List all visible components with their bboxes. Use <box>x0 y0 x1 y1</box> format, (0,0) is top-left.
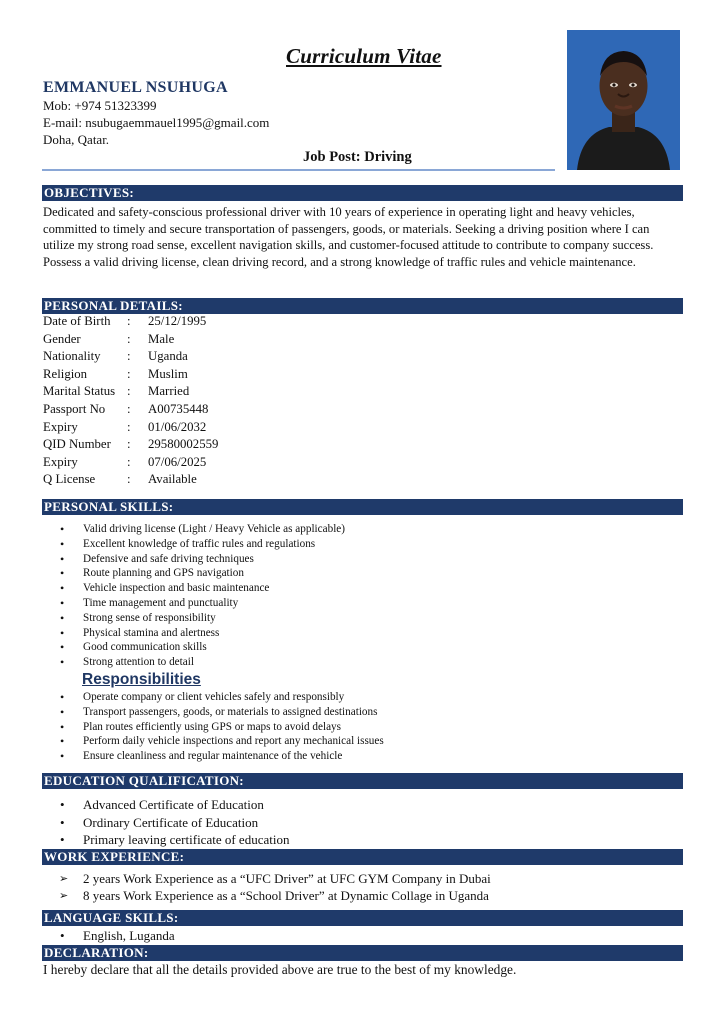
detail-value: Uganda <box>148 349 188 364</box>
profile-photo <box>567 30 680 170</box>
declaration-heading: DECLARATION: <box>42 945 683 961</box>
person-portrait-icon <box>567 30 680 170</box>
responsibility-item: • Transport passengers, goods, or materials to assigned destinations <box>43 705 384 720</box>
skill-item: • Valid driving license (Light / Heavy Vehicle as applicable) <box>43 522 345 537</box>
detail-label: Expiry <box>43 454 78 469</box>
education-item: • Advanced Certificate of Education <box>43 796 289 814</box>
responsibility-item: • Operate company or client vehicles safely and responsibly <box>43 690 384 705</box>
detail-separator: : <box>127 349 131 364</box>
education-item: • Primary leaving certificate of education <box>43 831 289 849</box>
candidate-name: EMMANUEL NSUHUGA <box>43 79 228 96</box>
detail-value: Muslim <box>148 366 188 381</box>
detail-value: A00735448 <box>148 401 209 416</box>
detail-value: Married <box>148 384 190 399</box>
education-heading: EDUCATION QUALIFICATION: <box>42 773 683 789</box>
personal-skills-list <box>43 522 345 670</box>
detail-separator: : <box>127 314 131 328</box>
language-item: • English, Luganda <box>43 927 175 944</box>
detail-value: Male <box>148 331 175 346</box>
responsibilities-list <box>43 690 384 764</box>
personal-skills-heading: PERSONAL SKILLS: <box>42 499 683 515</box>
objectives-heading: OBJECTIVES: <box>42 185 683 201</box>
detail-label: Date of Birth <box>43 314 111 328</box>
document-title: Curriculum Vitae <box>286 44 442 68</box>
mobile-number: Mob: +974 51323399 <box>43 98 157 113</box>
detail-separator: : <box>127 384 131 399</box>
skill-item: • Strong sense of responsibility <box>43 611 345 626</box>
detail-separator: : <box>127 366 131 381</box>
education-list <box>43 796 289 849</box>
work-experience-item: ➢ 2 years Work Experience as a “UFC Driver” at UFC GYM Company in Dubai <box>43 870 491 887</box>
header-divider <box>42 169 555 171</box>
detail-value: 29580002559 <box>148 437 219 452</box>
language-skills-heading: LANGUAGE SKILLS: <box>42 910 683 926</box>
work-experience-list <box>43 870 491 905</box>
detail-value: 07/06/2025 <box>148 454 207 469</box>
language-skills-list <box>43 927 175 944</box>
skill-item: • Route planning and GPS navigation <box>43 566 345 581</box>
detail-value: Available <box>148 472 197 487</box>
skill-item: • Good communication skills <box>43 640 345 655</box>
work-experience-heading: WORK EXPERIENCE: <box>42 849 683 865</box>
detail-label: Expiry <box>43 419 78 434</box>
personal-details-heading: PERSONAL DETAILS: <box>42 298 683 314</box>
detail-separator: : <box>127 472 131 487</box>
responsibilities-heading: Responsibilities <box>82 671 201 688</box>
detail-label: QID Number <box>43 437 111 452</box>
job-post: Job Post: Driving <box>303 149 412 165</box>
education-item: • Ordinary Certificate of Education <box>43 814 289 832</box>
detail-separator: : <box>127 401 131 416</box>
location: Doha, Qatar. <box>43 132 110 147</box>
skill-item: • Vehicle inspection and basic maintenance <box>43 581 345 596</box>
objectives-text: Dedicated and safety-conscious professional driver with 10 years of experience in operating light and heavy vehicles, committed to timely and secure transportation of passengers, goods, or materials. Seeking a driving position where I can utilize my strong road sense, excellent navigation skills, and customer-focused attitude to contribute to company success. Possess a valid driving license, clean driving record, and a strong knowledge of traffic rules and vehicle maintenance. <box>43 205 654 269</box>
detail-separator: : <box>127 437 131 452</box>
responsibility-item: • Perform daily vehicle inspections and report any mechanical issues <box>43 734 384 749</box>
detail-separator: : <box>127 331 131 346</box>
detail-label: Passport No <box>43 401 106 416</box>
skill-item: • Strong attention to detail <box>43 655 345 670</box>
skill-item: • Time management and punctuality <box>43 596 345 611</box>
detail-separator: : <box>127 454 131 469</box>
email-address: E-mail: nsubugaemmauel1995@gmail.com <box>43 115 270 130</box>
skill-item: • Excellent knowledge of traffic rules and regulations <box>43 537 345 552</box>
detail-label: Religion <box>43 366 88 381</box>
detail-label: Q License <box>43 472 96 487</box>
detail-separator: : <box>127 419 131 434</box>
detail-value: 25/12/1995 <box>148 314 207 328</box>
detail-label: Marital Status <box>43 384 116 399</box>
skill-item: • Defensive and safe driving techniques <box>43 552 345 567</box>
detail-label: Gender <box>43 331 81 346</box>
declaration-text: I hereby declare that all the details provided above are true to the best of my knowledge. <box>43 962 517 977</box>
detail-value: 01/06/2032 <box>148 419 207 434</box>
responsibility-item: • Plan routes efficiently using GPS or maps to avoid delays <box>43 720 384 735</box>
detail-label: Nationality <box>43 349 101 364</box>
responsibility-item: • Ensure cleanliness and regular maintenance of the vehicle <box>43 749 384 764</box>
work-experience-item: ➢ 8 years Work Experience as a “School Driver” at Dynamic Collage in Uganda <box>43 887 491 904</box>
skill-item: • Physical stamina and alertness <box>43 626 345 641</box>
